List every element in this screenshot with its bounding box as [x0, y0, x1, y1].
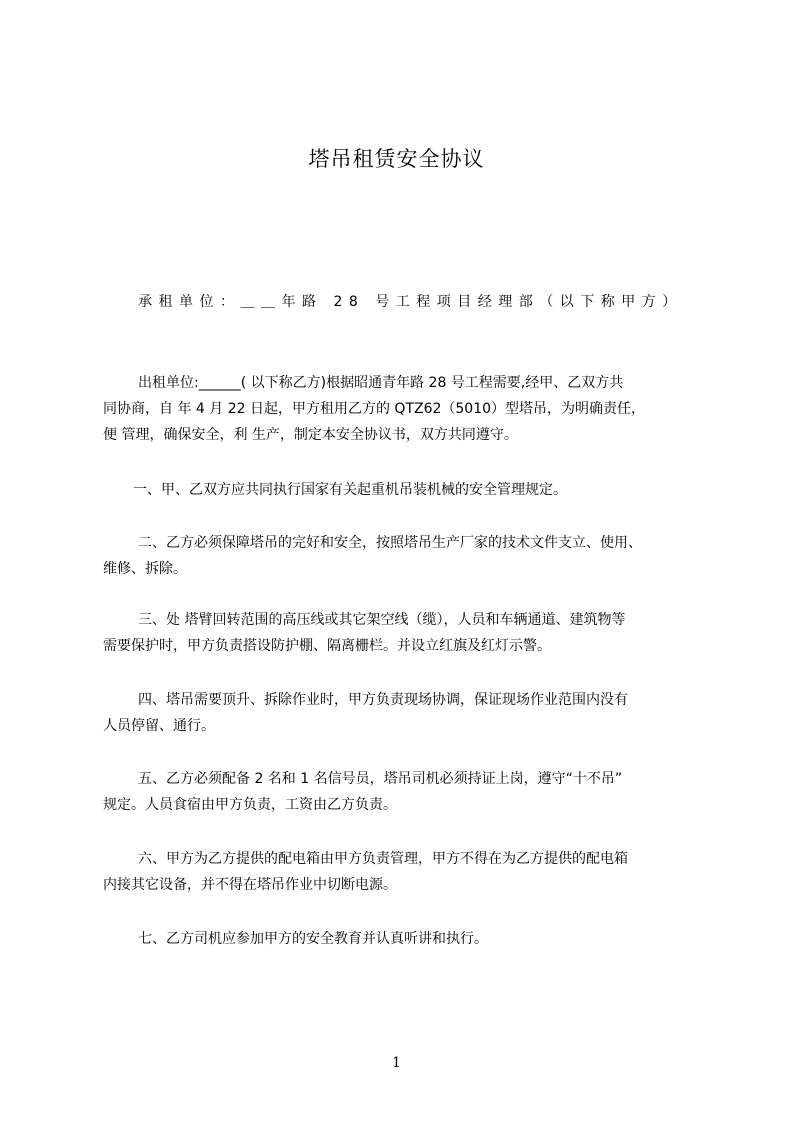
- clause-2: [103, 530, 703, 582]
- clause-1: [103, 477, 703, 503]
- lessor-paragraph-line: 便 管理，确保安全，利 生产，制定本安全协议书，双方共同遵守。: [103, 427, 518, 443]
- clause-5: [103, 766, 703, 818]
- clause-line: 维修、拆除。: [103, 561, 187, 577]
- lessee-line: 承租单位：＿＿年路 28 号工程项目经理部（以下称甲方）: [138, 294, 683, 310]
- clause-line: 七、乙方司机应参加甲方的安全教育并认真听讲和执行。: [138, 931, 488, 947]
- clause-7: [103, 926, 703, 952]
- lessor-paragraph-line: 出租单位:______( 以下称乙方)根据昭通青年路 28 号工程需要,经甲、乙双方共: [138, 375, 624, 391]
- clause-6: [103, 846, 703, 898]
- clause-line: 二、乙方必须保障塔吊的完好和安全，按照塔吊生产厂家的技术文件支立、使用、: [138, 535, 642, 551]
- page-number: 1: [392, 1055, 401, 1071]
- clause-line: 六、甲方为乙方提供的配电箱由甲方负责管理，甲方不得在为乙方提供的配电箱: [138, 851, 628, 867]
- clause-4: [103, 687, 703, 739]
- clause-line: 人员停留、通行。: [103, 718, 215, 734]
- clause-3: [103, 607, 703, 659]
- clause-line: 五、乙方必须配备 2 名和 1 名信号员，塔吊司机必须持证上岗，遵守“十不吊”: [138, 771, 623, 787]
- document-title: 塔吊租赁安全协议: [308, 147, 485, 171]
- clause-line: 三、处 塔臂回转范围的高压线或其它架空线（缆），人员和车辆通道、建筑物等: [138, 612, 626, 628]
- clause-line: 需要保护时，甲方负责搭设防护棚、隔离栅栏。并设立红旗及红灯示警。: [103, 638, 551, 654]
- lessor-paragraph-line: 同协商，自 年 4 月 22 日起，甲方租用乙方的 QTZ62（5010）型塔吊，为明确责任，: [103, 401, 646, 417]
- clause-line: 规定。人员食宿由甲方负责，工资由乙方负责。: [103, 797, 397, 813]
- clause-line: 内接其它设备，并不得在塔吊作业中切断电源。: [103, 877, 397, 893]
- clause-line: 四、塔吊需要顶升、拆除作业时，甲方负责现场协调，保证现场作业范围内没有: [138, 692, 628, 708]
- clause-line: 一、甲、乙双方应共同执行国家有关起重机吊装机械的安全管理规定。: [133, 482, 567, 498]
- lessor-paragraph: [103, 370, 703, 448]
